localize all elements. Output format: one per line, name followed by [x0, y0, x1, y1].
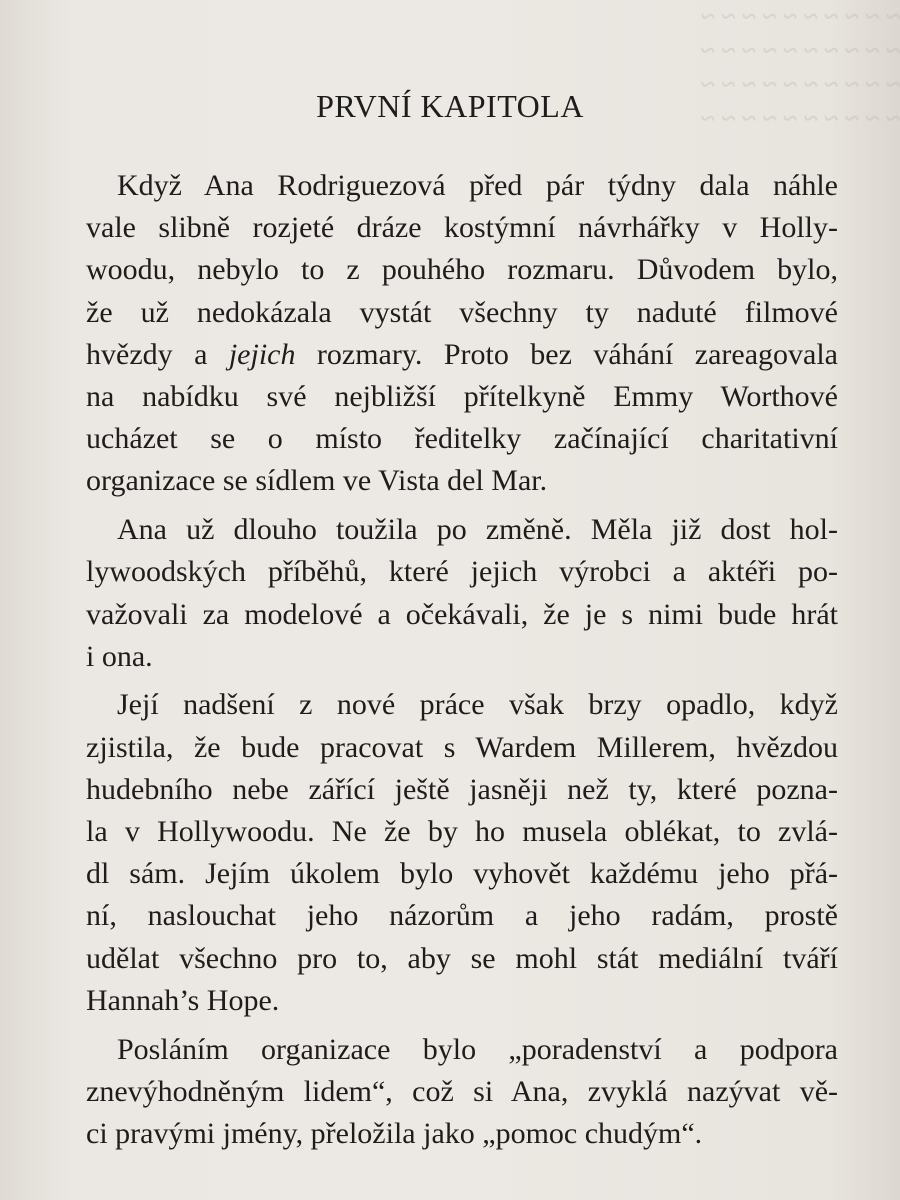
line-text: Hannah’s Hope. — [86, 983, 280, 1017]
line-text: Její nadšení z nové práce však brzy opadlo, když — [117, 688, 838, 722]
line-text: Posláním organizace bylo „poradenství a podpora — [117, 1032, 838, 1066]
text-line — [86, 636, 838, 678]
line-text: hvězdy a — [86, 337, 229, 371]
line-text: woodu, nebylo to z pouhého rozmaru. Důvodem bylo, — [86, 253, 838, 287]
text-line — [86, 509, 838, 551]
line-text: rozmary. Proto bez váhání zareagovala — [295, 337, 838, 371]
text-line — [86, 551, 838, 593]
text-line — [86, 594, 838, 636]
text-line — [86, 249, 838, 291]
line-text: že už nedokázala vystát všechny ty naduté filmové — [86, 295, 838, 329]
text-line — [86, 418, 838, 460]
text-line — [86, 769, 838, 811]
line-text: ucházet se o místo ředitelky začínající charitativní — [86, 422, 838, 456]
line-text: na nabídku své nejbližší přítelkyně Emmy Worthové — [86, 380, 838, 414]
line-text: i ona. — [86, 639, 153, 673]
text-line — [86, 853, 838, 895]
paragraph — [86, 684, 838, 1022]
body-text — [86, 165, 838, 1162]
text-line — [86, 1113, 838, 1155]
line-text: Ana už dlouho toužila po změně. Měla již dost hol- — [117, 513, 838, 547]
text-line — [86, 895, 838, 937]
line-text: zjistila, že bude pracovat s Wardem Millerem, hvězdou — [86, 730, 838, 764]
text-line — [86, 811, 838, 853]
line-text: organizace se sídlem ve Vista del Mar. — [86, 464, 548, 498]
paragraph — [86, 509, 838, 678]
text-line — [86, 165, 838, 207]
line-text: ní, naslouchat jeho názorům a jeho radám, prostě — [86, 899, 838, 933]
text-line — [86, 727, 838, 769]
text-line — [86, 207, 838, 249]
text-line — [86, 1029, 838, 1071]
line-text: dl sám. Jejím úkolem bylo vyhovět každému jeho přá- — [86, 857, 838, 891]
text-line — [86, 460, 838, 502]
line-text: hudebního nebe zářící ještě jasněji než ty, které pozna- — [86, 772, 838, 806]
line-text: Když Ana Rodriguezová před pár týdny dala náhle — [117, 169, 838, 202]
text-line — [86, 1071, 838, 1113]
paragraph — [86, 165, 838, 503]
line-text: vale slibně rozjeté dráze kostýmní návrhářky v Holly- — [86, 211, 838, 245]
text-line — [86, 980, 838, 1022]
line-text: lywoodských příběhů, které jejich výrobci a aktéři po- — [86, 555, 838, 589]
text-line — [86, 292, 838, 334]
text-line — [86, 938, 838, 980]
line-text: la v Hollywoodu. Ne že by ho musela oblékat, to zvlá- — [86, 815, 838, 849]
text-line — [86, 334, 838, 376]
text-line — [86, 376, 838, 418]
line-text: znevýhodněným lidem“, což si Ana, zvyklá nazývat vě- — [86, 1074, 838, 1108]
line-text: važovali za modelové a očekávali, že je s nimi bude hrát — [86, 597, 838, 631]
show-through-text: ~ ~ ~ ~ ~ ~ ~ ~ ~ ~ ~ ~ ~ ~ ~ ~ ~ ~ ~ ~ ~ ~ ~ ~ ~ ~ ~ ~ ~ ~ ~ ~ ~ ~ ~ ~ ~ ~ ~ ~ — [700, 2, 900, 133]
line-text: udělat všechno pro to, aby se mohl stát mediální tváří — [86, 941, 838, 975]
line-text: ci pravými jmény, přeložila jako „pomoc chudým“. — [86, 1116, 703, 1150]
paragraph — [86, 1029, 838, 1156]
italic-text: jejich — [228, 337, 296, 371]
text-line — [86, 684, 838, 726]
chapter-title: PRVNÍ KAPITOLA — [316, 88, 584, 124]
